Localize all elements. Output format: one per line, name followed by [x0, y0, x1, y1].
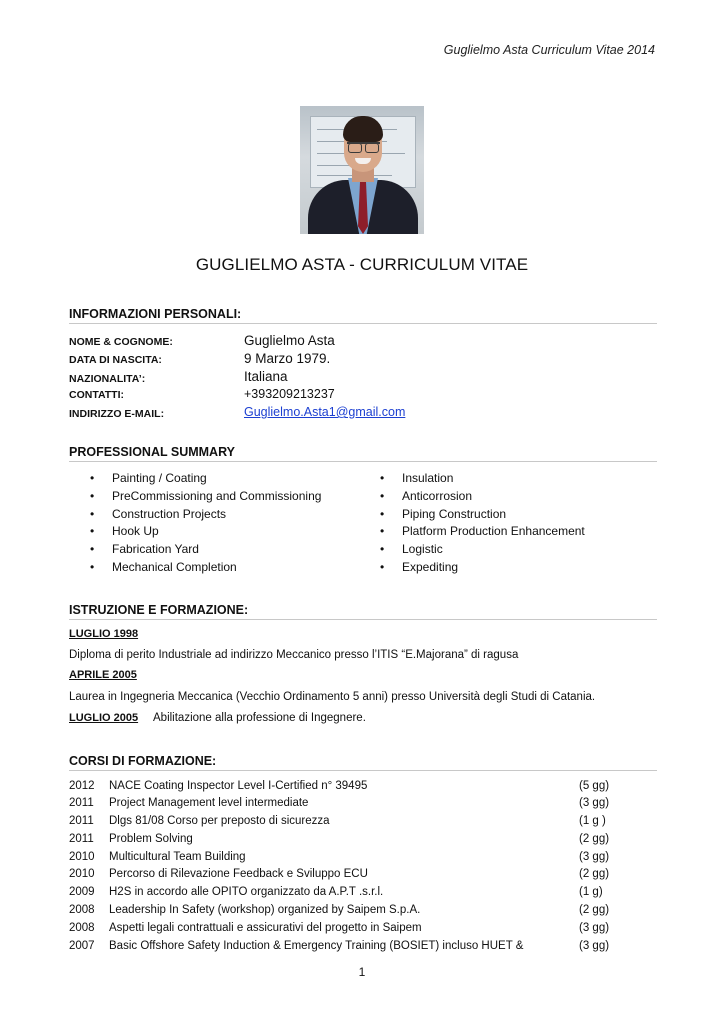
- course-year: 2011: [69, 797, 94, 809]
- course-year: 2008: [69, 904, 95, 916]
- course-row: [69, 833, 629, 851]
- education-text: Laurea in Ingegneria Meccanica (Vecchio Ordinamento 5 anni) presso Università degli Studi di Catania.: [69, 691, 596, 703]
- education-text: Abilitazione alla professione di Ingegnere.: [153, 712, 366, 724]
- value-nationality: Italiana: [244, 369, 288, 384]
- course-duration: (2 gg): [579, 868, 610, 880]
- course-year: 2012: [69, 780, 95, 792]
- course-duration: (2 gg): [579, 904, 610, 916]
- course-duration: (2 gg): [579, 833, 610, 845]
- course-year: 2009: [69, 886, 95, 898]
- course-year: 2010: [69, 851, 95, 863]
- running-header: Guglielmo Asta Curriculum Vitae 2014: [443, 43, 655, 57]
- section-heading-summary: PROFESSIONAL SUMMARY: [69, 445, 657, 462]
- course-duration: (3 gg): [579, 851, 610, 863]
- course-duration: (1 g ): [579, 815, 606, 827]
- course-title: Project Management level intermediate: [109, 797, 309, 809]
- label-name: NOME & COGNOME:: [69, 336, 173, 348]
- course-row: [69, 780, 629, 798]
- course-title: Multicultural Team Building: [109, 851, 246, 863]
- document-title: GUGLIELMO ASTA - CURRICULUM VITAE: [195, 255, 529, 274]
- course-title: Basic Offshore Safety Induction & Emergency Training (BOSIET) incluso HUET &: [109, 940, 524, 952]
- course-row: [69, 868, 629, 886]
- course-duration: (3 gg): [579, 922, 610, 934]
- course-duration: (3 gg): [579, 797, 610, 809]
- course-duration: (5 gg): [579, 780, 610, 792]
- course-title: Dlgs 81/08 Corso per preposto di sicurezza: [109, 815, 330, 827]
- value-birth-date: 9 Marzo 1979.: [244, 351, 331, 366]
- education-date: APRILE 2005: [69, 669, 137, 681]
- section-heading-education: ISTRUZIONE E FORMAZIONE:: [69, 603, 657, 620]
- course-title: Problem Solving: [109, 833, 193, 845]
- course-year: 2008: [69, 922, 95, 934]
- course-title: H2S in accordo alle OPITO organizzato da A.P.T .s.r.l.: [109, 886, 384, 898]
- education-date: LUGLIO 1998: [69, 628, 139, 640]
- value-name: Guglielmo Asta: [244, 333, 335, 348]
- course-row: [69, 940, 629, 958]
- course-row: [69, 851, 629, 869]
- course-title: Leadership In Safety (workshop) organized by Saipem S.p.A.: [109, 904, 421, 916]
- course-row: [69, 922, 629, 940]
- label-nationality: NAZIONALITA’:: [69, 373, 146, 385]
- label-contacts: CONTATTI:: [69, 389, 125, 401]
- course-row: [69, 815, 629, 833]
- course-duration: (1 g): [579, 886, 603, 898]
- education-date: LUGLIO 2005: [69, 712, 139, 724]
- label-birth-date: DATA DI NASCITA:: [69, 354, 162, 366]
- page-number: 1: [358, 965, 366, 979]
- course-year: 2011: [69, 815, 94, 827]
- education-text: Diploma di perito Industriale ad indirizzo Meccanico presso l’ITIS “E.Majorana” di ragusa: [69, 649, 519, 661]
- course-year: 2011: [69, 833, 94, 845]
- course-title: Aspetti legali contrattuali e assicurativi del progetto in Saipem: [109, 922, 422, 934]
- course-row: [69, 797, 629, 815]
- email-link[interactable]: Guglielmo.Asta1@gmail.com: [244, 405, 406, 419]
- section-heading-personal: INFORMAZIONI PERSONALI:: [69, 307, 657, 324]
- course-row: [69, 904, 629, 922]
- value-phone: +393209213237: [244, 387, 335, 401]
- course-title: Percorso di Rilevazione Feedback e Sviluppo ECU: [109, 868, 368, 880]
- label-email: INDIRIZZO E-MAIL:: [69, 408, 165, 420]
- profile-photo: [300, 106, 424, 234]
- course-title: NACE Coating Inspector Level I-Certified n° 39495: [109, 780, 368, 792]
- section-heading-courses: CORSI DI FORMAZIONE:: [69, 754, 657, 771]
- course-year: 2010: [69, 868, 95, 880]
- course-year: 2007: [69, 940, 95, 952]
- course-row: [69, 886, 629, 904]
- course-duration: (3 gg): [579, 940, 610, 952]
